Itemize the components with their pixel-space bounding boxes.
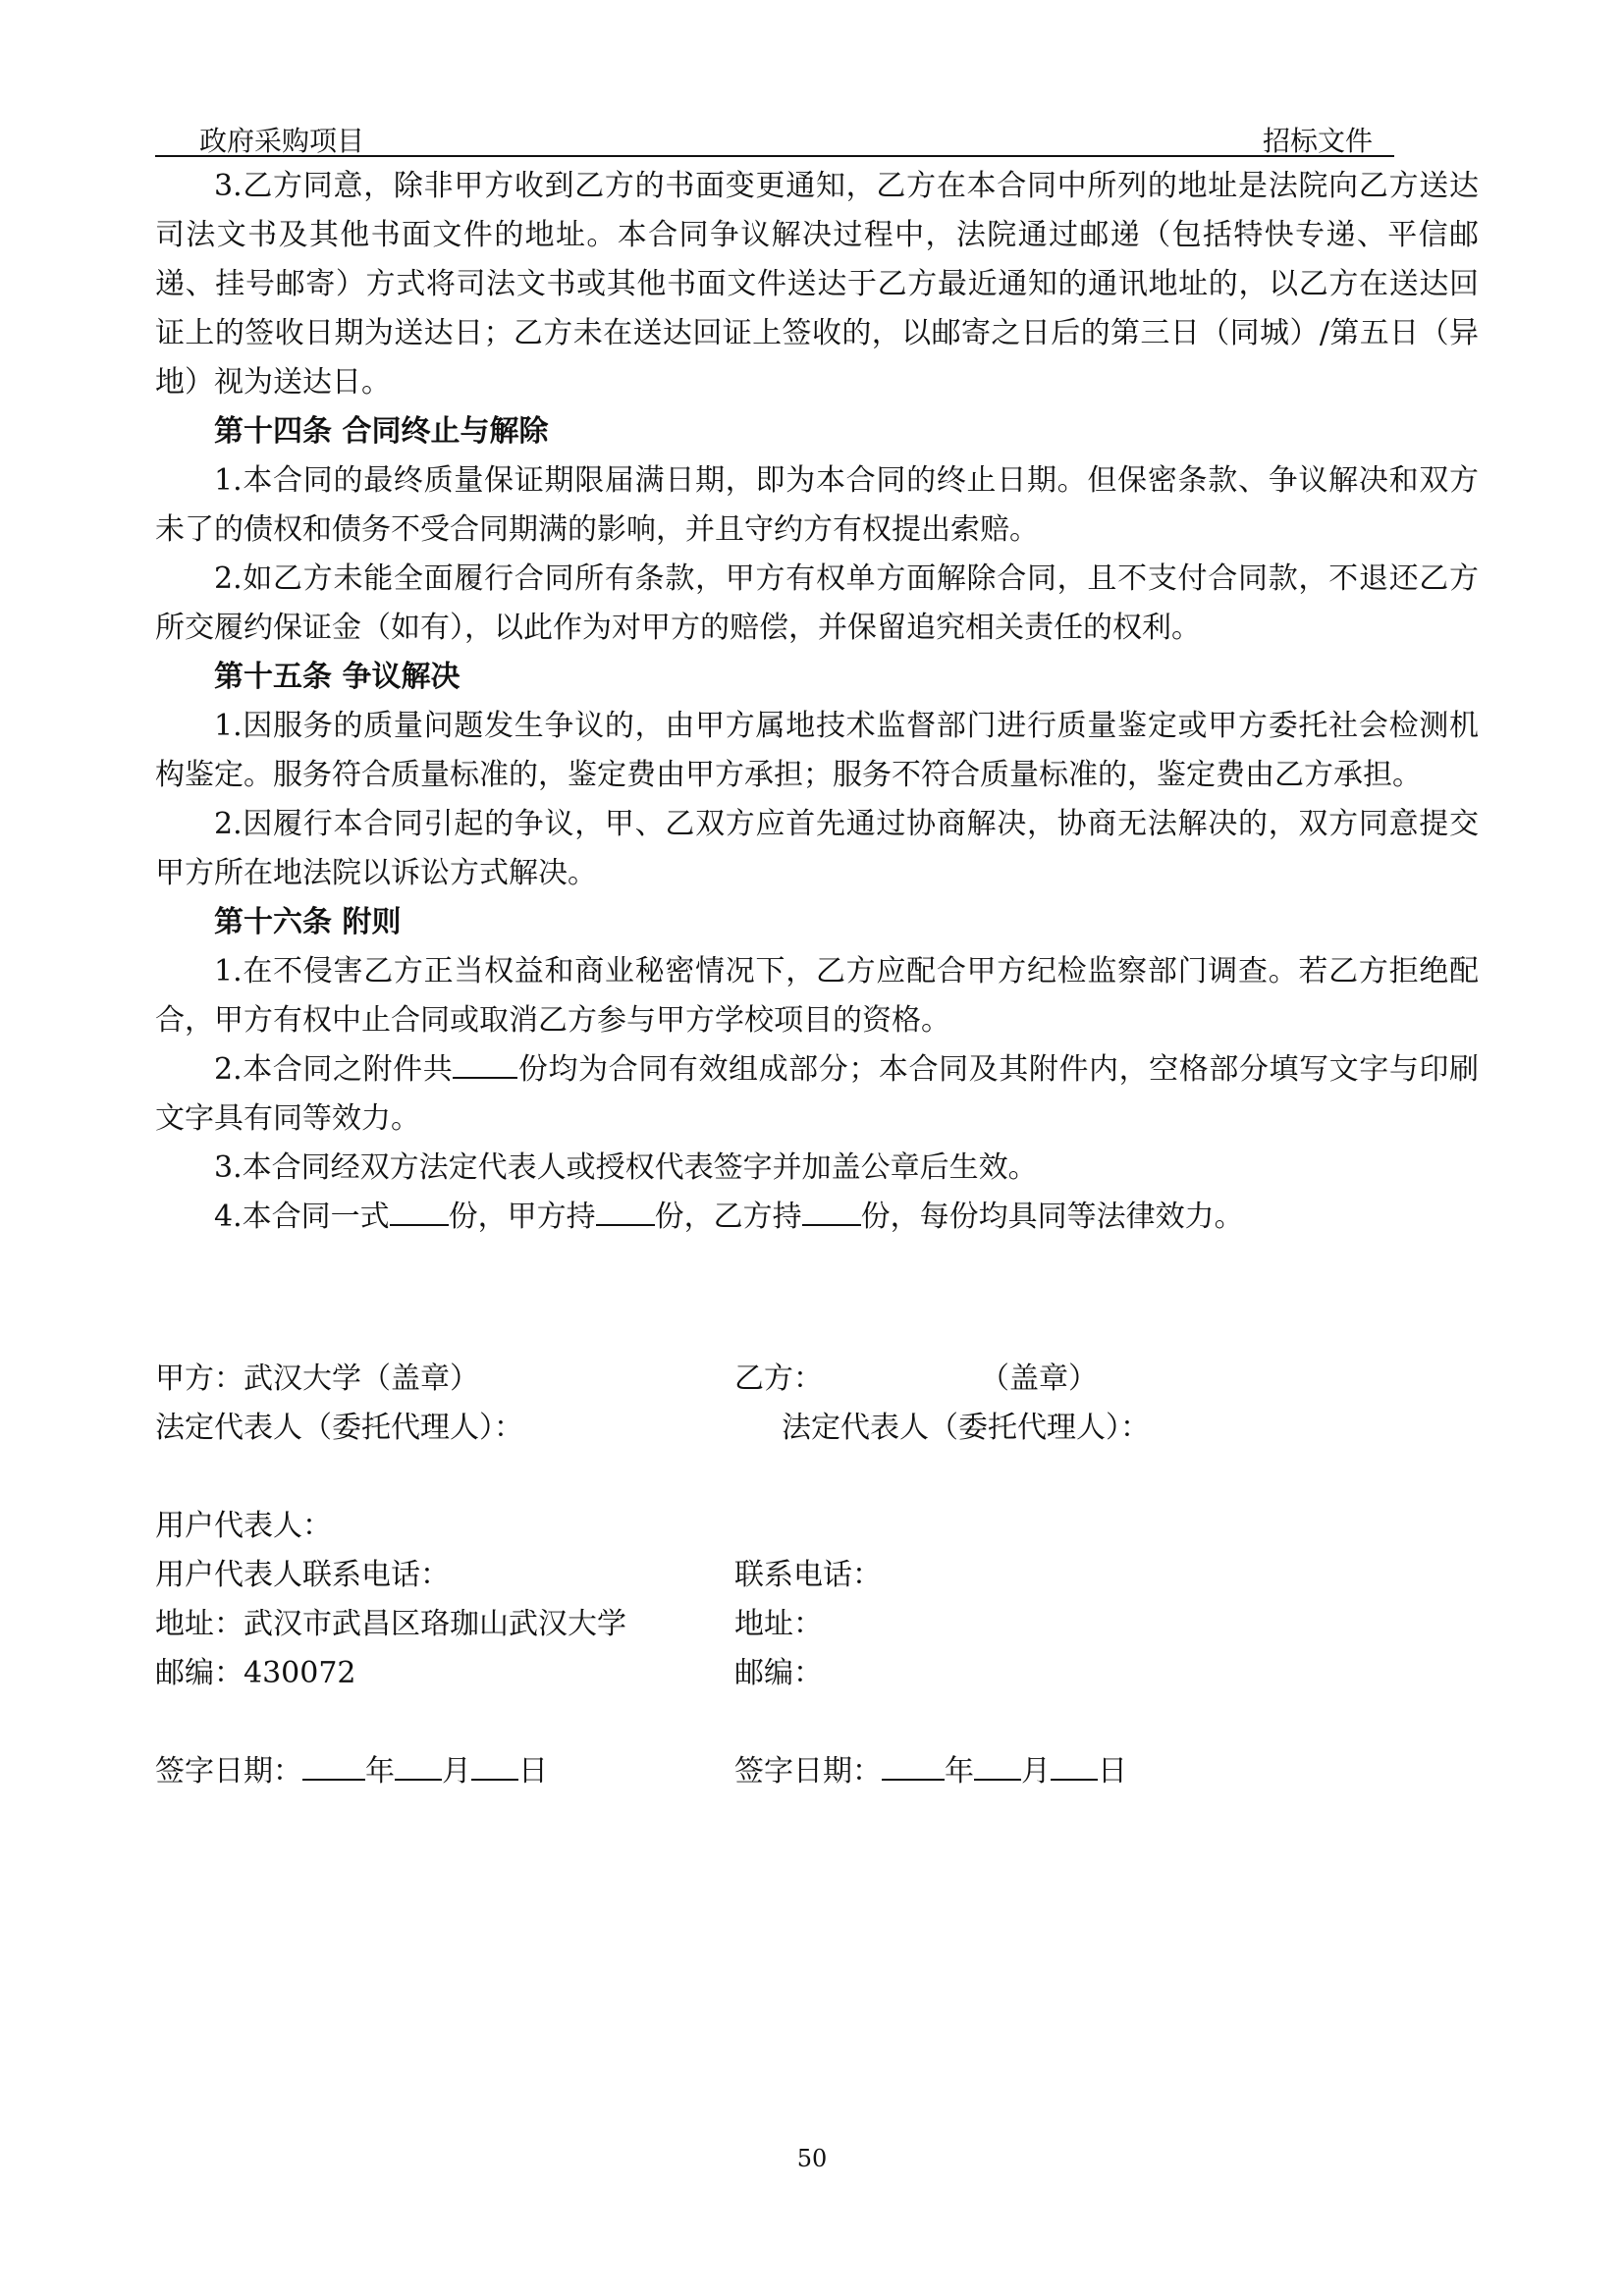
article-16-heading: 第十六条 附则	[214, 905, 402, 939]
clause-16-4-part-b: 份，甲方持	[448, 1200, 596, 1234]
clause-16-2	[155, 1045, 1479, 1144]
contract-body	[155, 162, 1479, 1242]
clause-16-4-part-a: 4.本合同一式	[214, 1200, 390, 1234]
sig-row-legal-rep	[155, 1404, 1479, 1453]
phone-b-label: 联系电话：	[734, 1558, 882, 1592]
party-b-seal-label: （盖章）	[980, 1362, 1098, 1396]
sig-row-user-rep	[155, 1502, 1479, 1551]
copies-total-blank	[390, 1199, 449, 1226]
article-15-heading: 第十五条 争议解决	[214, 660, 460, 694]
year-a-label: 年	[365, 1754, 395, 1789]
clause-16-4-part-d: 份，每份均具同等法律效力。	[860, 1200, 1244, 1234]
user-rep-label: 用户代表人：	[155, 1509, 332, 1543]
sig-row-parties	[155, 1355, 1479, 1404]
address-a-label: 地址：武汉市武昌区珞珈山武汉大学	[155, 1607, 626, 1641]
day-b-label: 日	[1098, 1754, 1127, 1789]
sign-day-a-blank	[471, 1753, 518, 1781]
sign-month-b-blank	[974, 1753, 1021, 1781]
legal-rep-a-label: 法定代表人（委托代理人）：	[155, 1411, 523, 1445]
sign-year-a-blank	[302, 1753, 365, 1781]
header-project-type: 政府采购项目	[199, 125, 365, 157]
clause-16-2-part-a: 2.本合同之附件共	[214, 1052, 454, 1087]
party-b-label: 乙方：	[734, 1362, 823, 1396]
sign-year-b-blank	[882, 1753, 945, 1781]
postcode-b-label: 邮编：	[734, 1656, 823, 1690]
header-doc-type: 招标文件	[1262, 125, 1373, 157]
month-b-label: 月	[1021, 1754, 1051, 1789]
clause-14-2: 2.如乙方未能全面履行合同所有条款，甲方有权单方面解除合同，且不支付合同款，不退还乙方所交履约保证金（如有），以此作为对甲方的赔偿，并保留追究相关责任的权利。	[155, 561, 1479, 645]
sign-date-a-label: 签字日期：	[155, 1754, 302, 1789]
copies-party-a-blank	[596, 1199, 655, 1226]
clause-15-1: 1.因服务的质量问题发生争议的，由甲方属地技术监督部门进行质量鉴定或甲方委托社会检测机构鉴定。服务符合质量标准的，鉴定费由甲方承担；服务不符合质量标准的，鉴定费由乙方承担。	[155, 709, 1479, 792]
clause-16-4-part-c: 份，乙方持	[654, 1200, 802, 1234]
user-rep-phone-label: 用户代表人联系电话：	[155, 1558, 450, 1592]
day-a-label: 日	[518, 1754, 548, 1789]
year-b-label: 年	[945, 1754, 974, 1789]
clause-14-1: 1.本合同的最终质量保证期限届满日期，即为本合同的终止日期。但保密条款、争议解决和双方未了的债权和债务不受合同期满的影响，并且守约方有权提出索赔。	[155, 463, 1479, 547]
sig-row-address	[155, 1600, 1479, 1649]
article-14-heading: 第十四条 合同终止与解除	[214, 414, 549, 449]
sign-date-b-label: 签字日期：	[734, 1754, 882, 1789]
sig-row-date	[155, 1747, 1479, 1796]
address-b-label: 地址：	[734, 1607, 823, 1641]
clause-13-3: 3.乙方同意，除非甲方收到乙方的书面变更通知，乙方在本合同中所列的地址是法院向乙方送达司法文书及其他书面文件的地址。本合同争议解决过程中，法院通过邮递（包括特快专递、平信邮递、挂号邮寄）方式将司法文书或其他书面文件送达于乙方最近通知的通讯地址的，以乙方在送达回证上的签收日期为送达日；乙方未在送达回证上签收的，以邮寄之日后的第三日（同城）/第五日（异地）视为送达日。	[155, 169, 1479, 400]
attachment-count-blank	[453, 1051, 517, 1079]
postcode-a-label: 邮编：430072	[155, 1656, 356, 1690]
sign-date-a	[155, 1747, 548, 1796]
clause-16-4	[155, 1193, 1479, 1242]
clause-16-1: 1.在不侵害乙方正当权益和商业秘密情况下，乙方应配合甲方纪检监察部门调查。若乙方拒绝配合，甲方有权中止合同或取消乙方参与甲方学校项目的资格。	[155, 954, 1479, 1038]
sign-day-b-blank	[1051, 1753, 1098, 1781]
legal-rep-b-label: 法定代表人（委托代理人）：	[782, 1411, 1150, 1445]
clause-16-2-part-b: 份均为合同有效组成部分；本合同及其附件内，空格部分填写文字与印刷文字具有同等效力。	[155, 1052, 1480, 1136]
page-header	[155, 116, 1394, 157]
month-a-label: 月	[442, 1754, 471, 1789]
sig-row-postcode	[155, 1649, 1479, 1698]
sign-date-b	[734, 1747, 1127, 1796]
sign-month-a-blank	[395, 1753, 442, 1781]
sig-row-phone	[155, 1551, 1479, 1600]
clause-15-2: 2.因履行本合同引起的争议，甲、乙双方应首先通过协商解决，协商无法解决的，双方同意提交甲方所在地法院以诉讼方式解决。	[155, 807, 1479, 890]
clause-16-3: 3.本合同经双方法定代表人或授权代表签字并加盖公章后生效。	[214, 1150, 1038, 1185]
copies-party-b-blank	[802, 1199, 861, 1226]
party-a-label: 甲方：武汉大学（盖章）	[155, 1362, 479, 1396]
page-number: 50	[796, 2145, 828, 2172]
